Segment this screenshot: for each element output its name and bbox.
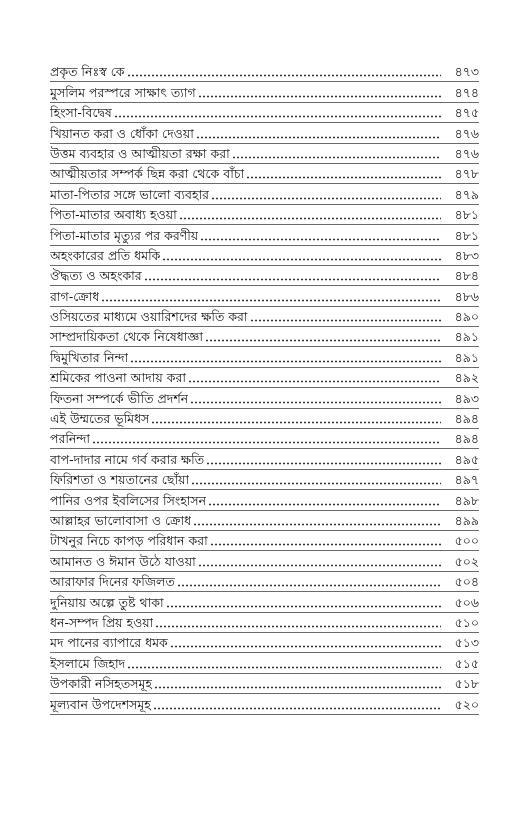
- toc-entry: [50, 429, 479, 449]
- toc-entry-page: ৫০২: [454, 553, 479, 569]
- toc-entry-title: রাগ-ক্রোধ: [50, 288, 100, 304]
- dot-leader: [144, 278, 441, 281]
- toc-entry-page: ৪৯৪: [454, 431, 479, 447]
- toc-entry-title: মূল্যবান উপদেশসমূহ: [50, 696, 151, 712]
- dot-leader: [188, 380, 441, 383]
- toc-entry-page: ৪৯৩: [454, 390, 479, 406]
- dot-leader: [211, 197, 441, 200]
- toc-entry-title: পানির ওপর ইবলিসের সিংহাসন: [50, 492, 207, 508]
- toc-entry-title: ফিরিশতা ও শয়তানের ছোঁয়া: [50, 472, 190, 488]
- dot-leader: [127, 666, 441, 669]
- toc-entry: [50, 307, 479, 327]
- toc-entry-page: ৫১০: [454, 614, 479, 630]
- dot-leader: [210, 543, 441, 546]
- toc-entry: [50, 511, 479, 531]
- toc-entry: [50, 82, 479, 102]
- toc-entry-page: ৪৮১: [454, 207, 479, 223]
- toc-entry: [50, 694, 479, 714]
- toc-entry-page: ৪৮৬: [454, 288, 479, 304]
- dot-leader: [198, 564, 441, 567]
- dot-leader: [92, 441, 441, 444]
- toc-entry: [50, 449, 479, 469]
- dot-leader: [205, 339, 441, 342]
- toc-entry-title: দ্বিমুখিতার নিন্দা: [50, 349, 129, 365]
- toc-entry-page: ৪৯১: [454, 329, 479, 345]
- toc-entry: [50, 62, 479, 82]
- toc-entry-title: হিংসা-বিদ্বেষ: [50, 105, 112, 121]
- toc-entry-title: আমানত ও ঈমান উঠে যাওয়া: [50, 553, 196, 569]
- toc-entry: [50, 266, 479, 286]
- toc-entry-page: ৫২০: [454, 696, 479, 712]
- dot-leader: [232, 156, 441, 159]
- toc-entry-title: ফিতনা সম্পর্কে ভীতি প্রদর্শন: [50, 390, 189, 406]
- toc-entry-title: দুনিয়ায় অল্পে তুষ্ট থাকা: [50, 594, 164, 610]
- toc-entry: [50, 674, 479, 694]
- toc-entry-page: ৪৭৩: [454, 64, 479, 80]
- toc-entry: [50, 144, 479, 164]
- toc-entry-title: মাতা-পিতার সঙ্গে ভালো ব্যবহার: [50, 186, 210, 202]
- toc-entry-page: ৪৯৪: [454, 411, 479, 427]
- toc-entry: [50, 286, 479, 306]
- toc-entry-page: ৫০০: [454, 533, 479, 549]
- toc-entry-title: ধন-সম্পদ প্রিয় হওয়া: [50, 614, 154, 630]
- toc-entry: [50, 490, 479, 510]
- toc-entry-page: ৪৮৪: [454, 268, 479, 284]
- dot-leader: [200, 238, 441, 241]
- dot-leader: [162, 258, 441, 261]
- toc-entry: [50, 225, 479, 245]
- toc-entry: [50, 531, 479, 551]
- toc-entry-title: এই উম্মতের ভূমিধস: [50, 411, 150, 427]
- dot-leader: [155, 625, 441, 628]
- toc-entry: [50, 613, 479, 633]
- toc-entry-title: ওসিয়তের মাধ্যমে ওয়ারিশদের ক্ষতি করা: [50, 309, 248, 325]
- toc-entry: [50, 409, 479, 429]
- toc-entry-title: ইসলামে জিহাদ: [50, 655, 126, 671]
- toc-entry-page: ৪৯৭: [454, 472, 479, 488]
- toc-entry-page: ৫১৮: [454, 676, 479, 692]
- table-of-contents: [50, 62, 479, 715]
- dot-leader: [130, 360, 441, 363]
- dot-leader: [166, 605, 441, 608]
- toc-entry: [50, 123, 479, 143]
- dot-leader: [250, 319, 441, 322]
- toc-entry: [50, 184, 479, 204]
- toc-entry: [50, 246, 479, 266]
- toc-entry-title: আরাফার দিনের ফজিলত: [50, 574, 175, 590]
- toc-entry-title: শ্রমিকের পাওনা আদায় করা: [50, 370, 186, 386]
- toc-entry: [50, 551, 479, 571]
- toc-entry: [50, 653, 479, 673]
- toc-entry-page: ৪৮১: [454, 227, 479, 243]
- toc-entry-title: প্রকৃত নিঃস্ব কে: [50, 64, 125, 80]
- toc-entry: [50, 205, 479, 225]
- toc-entry: [50, 368, 479, 388]
- toc-entry-page: ৪৭৬: [454, 125, 479, 141]
- dot-leader: [114, 115, 441, 118]
- dot-leader: [153, 707, 441, 710]
- dot-leader: [177, 584, 441, 587]
- dot-leader: [151, 421, 441, 424]
- toc-entry-page: ৪৭৪: [454, 84, 479, 100]
- toc-entry-page: ৪৯৫: [454, 451, 479, 467]
- toc-entry-title: অহংকারের প্রতি ধমকি: [50, 247, 161, 263]
- toc-entry-title: পিতা-মাতার অবাধ্য হওয়া: [50, 207, 177, 223]
- toc-entry-page: ৪৭৯: [454, 186, 479, 202]
- toc-entry: [50, 633, 479, 653]
- toc-entry-page: ৪৭৬: [454, 145, 479, 161]
- toc-entry-page: ৫০৬: [454, 594, 479, 610]
- toc-entry-page: ৪৯১: [454, 349, 479, 365]
- dot-leader: [101, 299, 441, 302]
- dot-leader: [191, 482, 441, 485]
- toc-entry-page: ৫০৪: [454, 574, 479, 590]
- toc-entry: [50, 347, 479, 367]
- toc-entry-title: ঔদ্ধত্য ও অহংকার: [50, 268, 142, 284]
- toc-entry-title: খিয়ানত করা ও ধোঁকা দেওয়া: [50, 125, 194, 141]
- toc-entry-title: মদ পানের ব্যাপারে ধমক: [50, 635, 168, 651]
- dot-leader: [193, 523, 441, 526]
- toc-entry-page: ৪৯০: [454, 309, 479, 325]
- dot-leader: [127, 74, 441, 77]
- toc-entry-title: সাম্প্রদায়িকতা থেকে নিষেধাজ্ঞা: [50, 329, 203, 345]
- dot-leader: [170, 645, 441, 648]
- toc-entry: [50, 164, 479, 184]
- toc-entry-title: বাপ-দাদার নামে গর্ব করার ক্ষতি: [50, 451, 205, 467]
- dot-leader: [154, 686, 441, 689]
- toc-entry: [50, 470, 479, 490]
- dot-leader: [190, 401, 441, 404]
- dot-leader: [196, 136, 441, 139]
- toc-entry-title: পিতা-মাতার মৃত্যুর পর করণীয়: [50, 227, 199, 243]
- toc-entry-title: আত্মীয়তার সম্পর্ক ছিন্ন করা থেকে বাঁচা: [50, 166, 245, 182]
- toc-entry-title: উপকারী নসিহতসমূহ: [50, 676, 153, 692]
- toc-entry: [50, 103, 479, 123]
- toc-entry-page: ৪৯২: [454, 370, 479, 386]
- toc-entry-page: ৪৭৫: [454, 105, 479, 121]
- toc-entry-page: ৪৭৮: [454, 166, 479, 182]
- toc-entry-page: ৪৯৯: [454, 512, 479, 528]
- toc-entry-page: ৫১৫: [454, 655, 479, 671]
- dot-leader: [179, 217, 441, 220]
- toc-entry-title: আল্লাহর ভালোবাসা ও ক্রোধ: [50, 512, 192, 528]
- dot-leader: [198, 95, 441, 98]
- dot-leader: [208, 503, 441, 506]
- dot-leader: [206, 462, 441, 465]
- toc-entry: [50, 572, 479, 592]
- toc-entry-page: ৪৮৩: [454, 247, 479, 263]
- toc-entry-title: পরনিন্দা: [50, 431, 91, 447]
- toc-entry: [50, 388, 479, 408]
- toc-entry-title: টাখনুর নিচে কাপড় পরিধান করা: [50, 533, 208, 549]
- toc-entry-title: উত্তম ব্যবহার ও আত্মীয়তা রক্ষা করা: [50, 145, 230, 161]
- toc-entry-page: ৪৯৮: [454, 492, 479, 508]
- toc-entry-page: ৫১৩: [454, 635, 479, 651]
- toc-entry: [50, 592, 479, 612]
- dot-leader: [246, 176, 441, 179]
- toc-entry-title: মুসলিম পরস্পরে সাক্ষাৎ ত্যাগ: [50, 84, 196, 100]
- toc-entry: [50, 327, 479, 347]
